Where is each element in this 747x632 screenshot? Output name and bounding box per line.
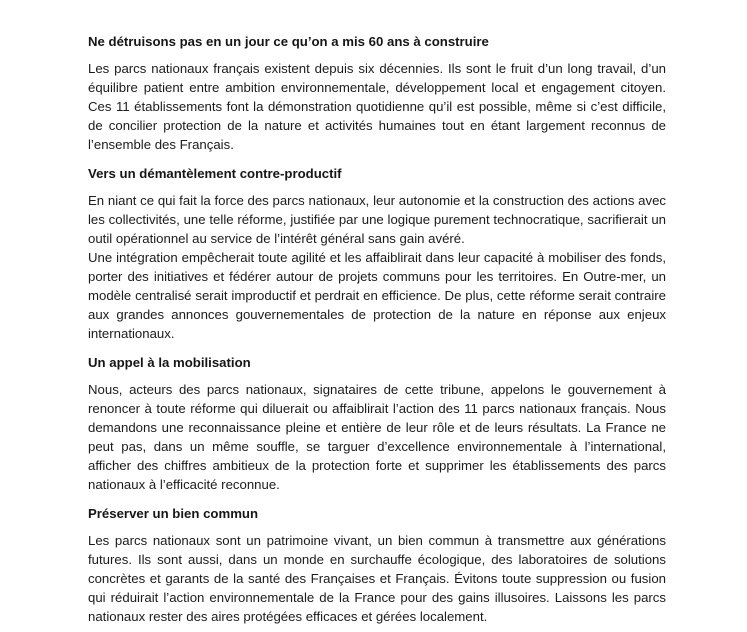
section-heading-mobilisation: Un appel à la mobilisation bbox=[88, 355, 251, 370]
section-heading-demantelement: Vers un démantèlement contre-productif bbox=[88, 166, 342, 181]
section-heading-bien-commun: Préserver un bien commun bbox=[88, 506, 259, 521]
section-demantelement bbox=[88, 164, 666, 343]
section-bien-commun bbox=[88, 504, 666, 626]
document-content bbox=[88, 32, 666, 626]
paragraph: En niant ce qui fait la force des parcs nationaux, leur autonomie et la construction des actions avec les collectivités, une telle réforme, justifiée par une logique purement technocratique, sacrifierait un outil opérationnel au service de l’intérêt général sans gain avéré. bbox=[88, 193, 666, 246]
section-mobilisation bbox=[88, 353, 666, 494]
paragraph: Les parcs nationaux sont un patrimoine vivant, un bien commun à transmettre aux générations futures. Ils sont aussi, dans un monde en surchauffe écologique, des laboratoires de solutions concrètes et garants de la santé des Françaises et Français. Évitons toute suppression ou fusion qui réduirait l’action environnementale de la France pour des gains illusoires. Laissons les parcs nationaux rester des aires protégées efficaces et gérées localement. bbox=[88, 533, 666, 624]
paragraph: Les parcs nationaux français existent depuis six décennies. Ils sont le fruit d’un long travail, d’un équilibre patient entre ambition environnementale, développement local et engagement citoyen. Ces 11 établissements font la démonstration quotidienne qu’il est possible, même si c’est difficile, de concilier protection de la nature et activités humaines tout en étant largement reconnus de l’ensemble des Français. bbox=[88, 61, 666, 152]
section-intro bbox=[88, 32, 666, 154]
paragraph: Nous, acteurs des parcs nationaux, signataires de cette tribune, appelons le gouvernement à renoncer à toute réforme qui diluerait ou affaiblirait l’action des 11 parcs nationaux français. Nous demandons une reconnaissance pleine et entière de leur rôle et de leurs résultats. La France ne peut pas, dans un même souffle, se targuer d’excellence environnementale à l’international, afficher des chiffres ambitieux de la protection forte et supprimer les établissements des parcs nationaux à l’efficacité reconnue. bbox=[88, 382, 666, 492]
section-heading-intro: Ne détruisons pas en un jour ce qu’on a mis 60 ans à construire bbox=[88, 34, 489, 49]
paragraph: Une intégration empêcherait toute agilité et les affaiblirait dans leur capacité à mobiliser des fonds, porter des initiatives et fédérer autour de projets communs pour les territoires. En Outre-mer, un modèle centralisé serait improductif et perdrait en efficience. De plus, cette réforme serait contraire aux grandes annonces gouvernementales de protection de la nature en réponse aux enjeux internationaux. bbox=[88, 250, 666, 341]
